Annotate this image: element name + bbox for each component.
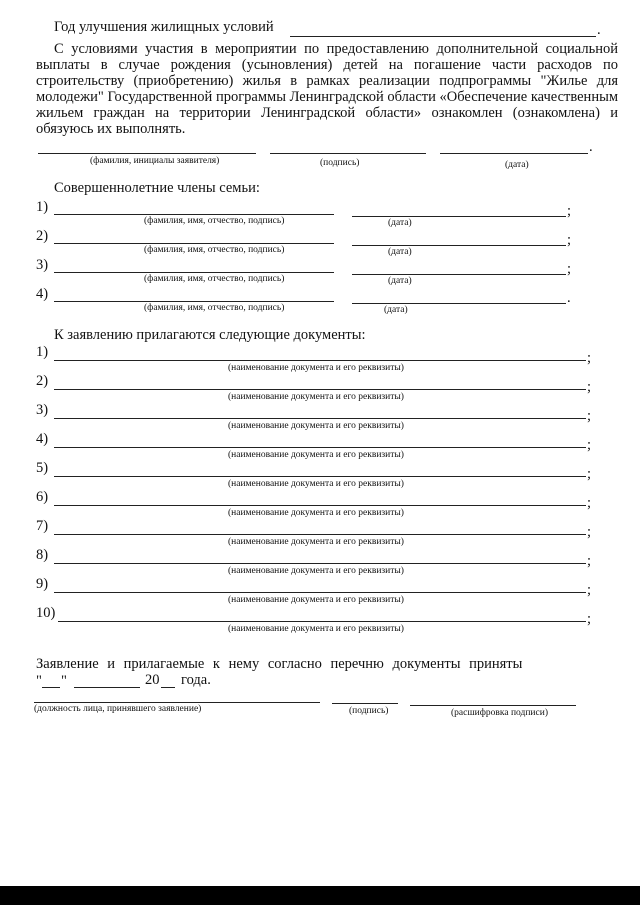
document-row-number: 1): [36, 344, 49, 360]
year-label: Год улучшения жилищных условий: [54, 19, 274, 35]
year-field-line[interactable]: [290, 36, 596, 37]
family-date-line[interactable]: [352, 303, 566, 304]
document-entry-line[interactable]: [54, 592, 586, 593]
officer-position-line[interactable]: [34, 702, 320, 703]
document-row-end: ;: [587, 437, 592, 453]
acceptance-date-close-quote: ": [61, 673, 67, 689]
family-row-end: ;: [567, 232, 572, 248]
document-caption: (наименование документа и его реквизиты): [228, 595, 404, 605]
document-row-end: ;: [587, 495, 592, 511]
family-member-line[interactable]: [54, 214, 334, 215]
document-entry-line[interactable]: [54, 476, 586, 477]
intro-paragraph: С условиями участия в мероприятии по предоставлению дополнительной социальной выплаты в случае рождения (усыновления) детей на погашение части расходов по строительству (приобретению) жилья в рамках реализации подпрограммы "Жилье для молодежи" Государственной программы Ленинградской области «Обеспечение качественным жильем граждан на территории Ленинградской области» ознакомлен (ознакомлена) и обязуюсь их выполнять.: [36, 41, 618, 137]
family-date-caption: (дата): [388, 276, 412, 286]
document-row-end: ;: [587, 611, 592, 627]
document-row-number: 3): [36, 402, 49, 418]
acceptance-date-open-quote: ": [36, 673, 42, 689]
family-row-end: .: [567, 290, 571, 306]
applicant-line-end: .: [589, 139, 593, 155]
family-name-caption: (фамилия, имя, отчество, подпись): [144, 303, 285, 313]
family-date-line[interactable]: [352, 245, 566, 246]
document-row-number: 9): [36, 576, 49, 592]
family-member-line[interactable]: [54, 301, 334, 302]
family-name-caption: (фамилия, имя, отчество, подпись): [144, 245, 285, 255]
acceptance-year-suffix: года.: [181, 672, 211, 688]
document-entry-line[interactable]: [54, 563, 586, 564]
document-row-end: ;: [587, 350, 592, 366]
document-row-number: 6): [36, 489, 49, 505]
family-heading: Совершеннолетние члены семьи:: [54, 180, 260, 196]
document-row-end: ;: [587, 466, 592, 482]
scan-bottom-border: [0, 886, 640, 905]
officer-decode-line[interactable]: [410, 705, 576, 706]
document-entry-line[interactable]: [54, 534, 586, 535]
document-entry-line[interactable]: [54, 505, 586, 506]
document-caption: (наименование документа и его реквизиты): [228, 479, 404, 489]
document-caption: (наименование документа и его реквизиты): [228, 421, 404, 431]
document-row-number: 7): [36, 518, 49, 534]
family-row-end: ;: [567, 261, 572, 277]
applicant-signature-caption: (подпись): [320, 158, 360, 168]
document-caption: (наименование документа и его реквизиты): [228, 450, 404, 460]
document-row-number: 10): [36, 605, 56, 621]
acceptance-day-line[interactable]: [42, 687, 60, 688]
document-entry-line[interactable]: [58, 621, 586, 622]
family-name-caption: (фамилия, имя, отчество, подпись): [144, 274, 285, 284]
document-caption: (наименование документа и его реквизиты): [228, 392, 404, 402]
family-date-caption: (дата): [388, 218, 412, 228]
family-date-caption: (дата): [384, 305, 408, 315]
family-row-number: 2): [36, 228, 49, 244]
applicant-date-caption: (дата): [505, 160, 529, 170]
family-date-line[interactable]: [352, 216, 566, 217]
document-row-end: ;: [587, 553, 592, 569]
applicant-name-line[interactable]: [38, 153, 256, 154]
family-row-number: 4): [36, 286, 49, 302]
document-row-end: ;: [587, 524, 592, 540]
officer-signature-caption: (подпись): [349, 706, 389, 716]
officer-position-caption: (должность лица, принявшего заявление): [34, 704, 202, 714]
document-caption: (наименование документа и его реквизиты): [228, 566, 404, 576]
document-entry-line[interactable]: [54, 360, 586, 361]
family-row-end: ;: [567, 203, 572, 219]
applicant-signature-line[interactable]: [270, 153, 426, 154]
acceptance-year-line[interactable]: [161, 687, 175, 688]
document-row-number: 8): [36, 547, 49, 563]
family-date-caption: (дата): [388, 247, 412, 257]
family-member-line[interactable]: [54, 272, 334, 273]
document-row-end: ;: [587, 582, 592, 598]
document-caption: (наименование документа и его реквизиты): [228, 508, 404, 518]
family-row-number: 3): [36, 257, 49, 273]
document-entry-line[interactable]: [54, 389, 586, 390]
document-row-number: 2): [36, 373, 49, 389]
document-row-number: 5): [36, 460, 49, 476]
document-row-end: ;: [587, 379, 592, 395]
officer-decode-caption: (расшифровка подписи): [451, 708, 548, 718]
year-line-end: .: [597, 22, 601, 38]
document-row-number: 4): [36, 431, 49, 447]
document-caption: (наименование документа и его реквизиты): [228, 624, 404, 634]
documents-heading: К заявлению прилагаются следующие документы:: [54, 327, 366, 343]
document-entry-line[interactable]: [54, 418, 586, 419]
document-caption: (наименование документа и его реквизиты): [228, 363, 404, 373]
document-entry-line[interactable]: [54, 447, 586, 448]
family-row-number: 1): [36, 199, 49, 215]
family-date-line[interactable]: [352, 274, 566, 275]
applicant-name-caption: (фамилия, инициалы заявителя): [90, 156, 220, 166]
family-member-line[interactable]: [54, 243, 334, 244]
document-row-end: ;: [587, 408, 592, 424]
officer-signature-line[interactable]: [332, 703, 398, 704]
acceptance-year-prefix: 20: [145, 672, 160, 688]
document-caption: (наименование документа и его реквизиты): [228, 537, 404, 547]
family-name-caption: (фамилия, имя, отчество, подпись): [144, 216, 285, 226]
applicant-date-line[interactable]: [440, 153, 588, 154]
acceptance-text: Заявление и прилагаемые к нему согласно перечню документы приняты: [36, 656, 523, 672]
acceptance-month-line[interactable]: [74, 687, 140, 688]
